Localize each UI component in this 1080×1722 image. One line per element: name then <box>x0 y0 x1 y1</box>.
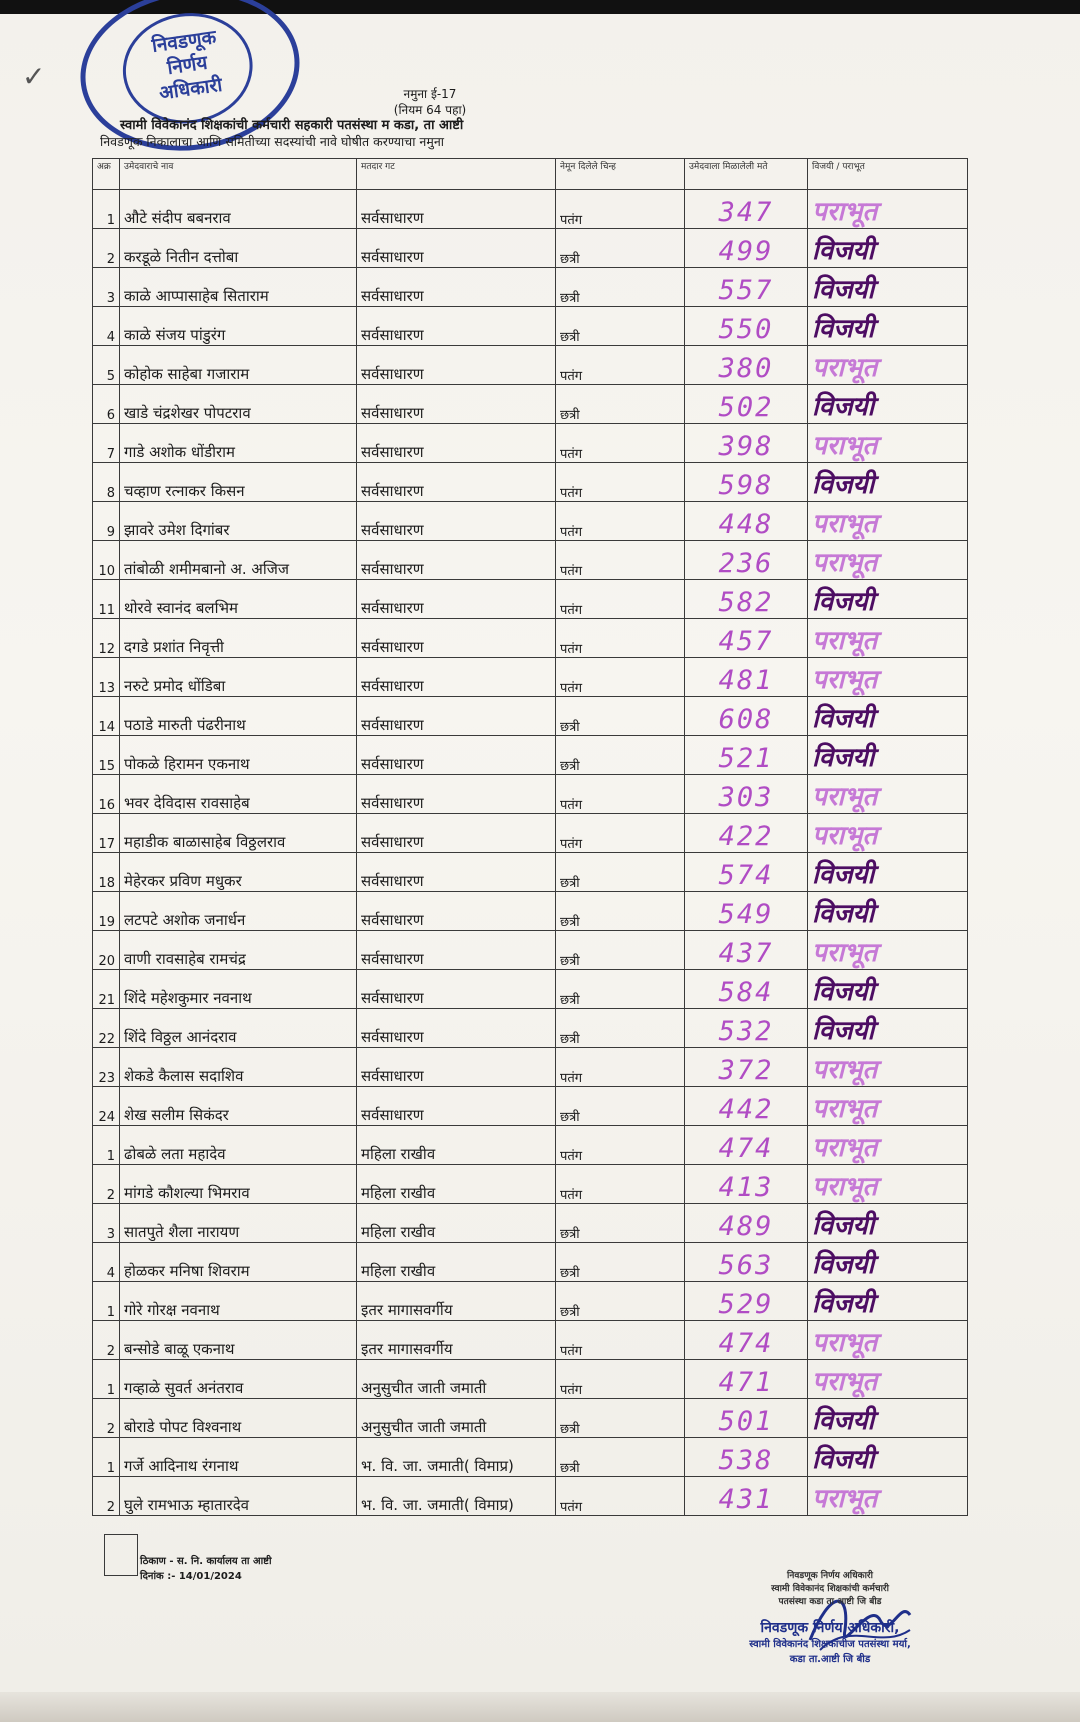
table-row <box>93 736 968 775</box>
col-result: विजयी / पराभूत <box>808 159 968 190</box>
voter-group: भ. वि. जा. जमाती( विमाप्र) <box>357 1477 556 1516</box>
row-serial: 2 <box>93 1399 120 1438</box>
vote-count: 431 <box>685 1477 808 1516</box>
voter-group: अनुसुचीत जाती जमाती <box>357 1399 556 1438</box>
vote-count: 471 <box>685 1360 808 1399</box>
table-row <box>93 502 968 541</box>
candidate-name: शिंदे महेशकुमार नवनाथ <box>120 970 357 1009</box>
voter-group: महिला राखीव <box>357 1126 556 1165</box>
col-voter-group: मतदार गट <box>357 159 556 190</box>
result-status: पराभूत <box>808 346 968 385</box>
result-status: पराभूत <box>808 502 968 541</box>
voter-group: सर्वसाधारण <box>357 502 556 541</box>
vote-count: 422 <box>685 814 808 853</box>
sign-line-2: स्वामी विवेकानंद शिक्षकांची कर्मचारी <box>771 1584 889 1594</box>
table-row <box>93 1321 968 1360</box>
vote-count: 347 <box>685 190 808 229</box>
election-symbol: छत्री <box>556 1399 685 1438</box>
vote-count: 501 <box>685 1399 808 1438</box>
row-serial: 2 <box>93 1165 120 1204</box>
candidate-name: लटपटे अशोक जनार्धन <box>120 892 357 931</box>
voter-group: सर्वसाधारण <box>357 229 556 268</box>
table-row <box>93 1165 968 1204</box>
voter-group: सर्वसाधारण <box>357 463 556 502</box>
row-serial: 22 <box>93 1009 120 1048</box>
officer-place: कडा ता.आष्टी जि बीड <box>789 1654 871 1665</box>
result-status: पराभूत <box>808 814 968 853</box>
result-status: पराभूत <box>808 1048 968 1087</box>
election-symbol: छत्री <box>556 970 685 1009</box>
row-serial: 12 <box>93 619 120 658</box>
election-symbol: छत्री <box>556 268 685 307</box>
table-row <box>93 1243 968 1282</box>
table-row <box>93 190 968 229</box>
voter-group: सर्वसाधारण <box>357 814 556 853</box>
election-symbol: छत्री <box>556 697 685 736</box>
vote-count: 442 <box>685 1087 808 1126</box>
table-row <box>93 970 968 1009</box>
row-serial: 1 <box>93 1282 120 1321</box>
vote-count: 608 <box>685 697 808 736</box>
election-symbol: छत्री <box>556 892 685 931</box>
table-row <box>93 307 968 346</box>
result-status: विजयी <box>808 1438 968 1477</box>
election-symbol: छत्री <box>556 736 685 775</box>
table-row <box>93 385 968 424</box>
election-symbol: पतंग <box>556 775 685 814</box>
table-row <box>93 853 968 892</box>
officer-org: स्वामी विवेकानंद शिक्षकांचीज पतसंस्था मर्या, <box>749 1639 911 1650</box>
row-serial: 21 <box>93 970 120 1009</box>
candidate-name: गाडे अशोक धोंडीराम <box>120 424 357 463</box>
table-row <box>93 541 968 580</box>
table-row <box>93 1399 968 1438</box>
table-row <box>93 814 968 853</box>
table-header-row <box>93 159 968 190</box>
result-status: विजयी <box>808 463 968 502</box>
candidate-name: मांगडे कौशल्या भिमराव <box>120 1165 357 1204</box>
voter-group: इतर मागासवर्गीय <box>357 1282 556 1321</box>
vote-count: 481 <box>685 658 808 697</box>
candidate-name: नरुटे प्रमोद धोंडिबा <box>120 658 357 697</box>
result-status: विजयी <box>808 697 968 736</box>
page-bottom-edge <box>0 1692 1080 1722</box>
vote-count: 521 <box>685 736 808 775</box>
result-status: विजयी <box>808 1243 968 1282</box>
candidate-name: घुले रामभाऊ म्हातारदेव <box>120 1477 357 1516</box>
vote-count: 598 <box>685 463 808 502</box>
election-symbol: पतंग <box>556 1126 685 1165</box>
row-serial: 13 <box>93 658 120 697</box>
society-name: स्वामी विवेकानंद शिक्षकांची कर्मचारी सहकारी पतसंस्था म कडा, ता आष्टी <box>120 118 464 133</box>
row-serial: 16 <box>93 775 120 814</box>
result-status: पराभूत <box>808 541 968 580</box>
candidate-name: होळकर मनिषा शिवराम <box>120 1243 357 1282</box>
election-symbol: पतंग <box>556 580 685 619</box>
candidate-name: कोहोक साहेबा गजाराम <box>120 346 357 385</box>
vote-count: 584 <box>685 970 808 1009</box>
voter-group: सर्वसाधारण <box>357 775 556 814</box>
candidate-name: औटे संदीप बबनराव <box>120 190 357 229</box>
vote-count: 538 <box>685 1438 808 1477</box>
row-serial: 18 <box>93 853 120 892</box>
footer-date: दिनांक :- 14/01/2024 <box>140 1571 242 1582</box>
result-status: पराभूत <box>808 1087 968 1126</box>
vote-count: 474 <box>685 1126 808 1165</box>
table-row <box>93 1087 968 1126</box>
voter-group: सर्वसाधारण <box>357 619 556 658</box>
voter-group: सर्वसाधारण <box>357 1087 556 1126</box>
col-candidate-name: उमेदवाराचे नाव <box>120 159 357 190</box>
voter-group: महिला राखीव <box>357 1165 556 1204</box>
election-symbol: छत्री <box>556 1243 685 1282</box>
voter-group: सर्वसाधारण <box>357 931 556 970</box>
vote-count: 380 <box>685 346 808 385</box>
election-symbol: पतंग <box>556 1048 685 1087</box>
election-symbol: पतंग <box>556 190 685 229</box>
voter-group: सर्वसाधारण <box>357 1048 556 1087</box>
result-status: पराभूत <box>808 1321 968 1360</box>
election-symbol: पतंग <box>556 1165 685 1204</box>
footer-place: ठिकाण - स. नि. कार्यालय ता आष्टी <box>140 1556 272 1567</box>
election-symbol: छत्री <box>556 1438 685 1477</box>
election-symbol: पतंग <box>556 1477 685 1516</box>
election-symbol: छत्री <box>556 1282 685 1321</box>
voter-group: महिला राखीव <box>357 1204 556 1243</box>
result-status: विजयी <box>808 1282 968 1321</box>
election-symbol: छत्री <box>556 1009 685 1048</box>
candidate-name: थोरवे स्वानंद बलभिम <box>120 580 357 619</box>
voter-group: सर्वसाधारण <box>357 1009 556 1048</box>
row-serial: 11 <box>93 580 120 619</box>
vote-count: 574 <box>685 853 808 892</box>
sign-line-3: पतसंस्था कडा ता आष्टी जि बीड <box>778 1597 882 1607</box>
candidate-name: चव्हाण रत्नाकर किसन <box>120 463 357 502</box>
vote-count: 457 <box>685 619 808 658</box>
form-subtitle: निवडणूक निकालाचा आणि समितीच्या सदस्यांची नावे घोषीत करण्याचा नमुना <box>100 134 445 149</box>
signature-block <box>700 1570 960 1667</box>
vote-count: 582 <box>685 580 808 619</box>
election-symbol: छत्री <box>556 307 685 346</box>
election-symbol: पतंग <box>556 463 685 502</box>
voter-group: सर्वसाधारण <box>357 892 556 931</box>
vote-count: 303 <box>685 775 808 814</box>
candidate-name: झावरे उमेश दिगांबर <box>120 502 357 541</box>
election-symbol: छत्री <box>556 1204 685 1243</box>
voter-group: सर्वसाधारण <box>357 658 556 697</box>
row-serial: 15 <box>93 736 120 775</box>
vote-count: 549 <box>685 892 808 931</box>
voter-group: सर्वसाधारण <box>357 190 556 229</box>
row-serial: 4 <box>93 1243 120 1282</box>
voter-group: सर्वसाधारण <box>357 385 556 424</box>
voter-group: भ. वि. जा. जमाती( विमाप्र) <box>357 1438 556 1477</box>
table-row <box>93 580 968 619</box>
candidate-name: सातपुते शैला नारायण <box>120 1204 357 1243</box>
vote-count: 413 <box>685 1165 808 1204</box>
voter-group: इतर मागासवर्गीय <box>357 1321 556 1360</box>
voter-group: सर्वसाधारण <box>357 853 556 892</box>
vote-count: 398 <box>685 424 808 463</box>
footer-info <box>140 1554 272 1584</box>
election-symbol: पतंग <box>556 619 685 658</box>
row-serial: 5 <box>93 346 120 385</box>
result-status: पराभूत <box>808 1360 968 1399</box>
election-symbol: छत्री <box>556 853 685 892</box>
vote-count: 489 <box>685 1204 808 1243</box>
result-status: विजयी <box>808 268 968 307</box>
voter-group: सर्वसाधारण <box>357 580 556 619</box>
result-status: विजयी <box>808 1399 968 1438</box>
sign-line-1: निवडणूक निर्णय अधिकारी <box>787 1571 873 1581</box>
vote-count: 502 <box>685 385 808 424</box>
candidate-name: ढोबळे लता महादेव <box>120 1126 357 1165</box>
candidate-name: शेख सलीम सिकंदर <box>120 1087 357 1126</box>
table-row <box>93 463 968 502</box>
result-status: विजयी <box>808 580 968 619</box>
vote-count: 437 <box>685 931 808 970</box>
table-row <box>93 1438 968 1477</box>
result-status: पराभूत <box>808 931 968 970</box>
voter-group: सर्वसाधारण <box>357 424 556 463</box>
election-symbol: छत्री <box>556 385 685 424</box>
result-status: विजयी <box>808 229 968 268</box>
voter-group: सर्वसाधारण <box>357 970 556 1009</box>
result-status: विजयी <box>808 853 968 892</box>
election-symbol: पतंग <box>556 814 685 853</box>
candidate-name: बोराडे पोपट विश्वनाथ <box>120 1399 357 1438</box>
row-serial: 2 <box>93 229 120 268</box>
vote-count: 372 <box>685 1048 808 1087</box>
table-row <box>93 1048 968 1087</box>
result-status: पराभूत <box>808 775 968 814</box>
result-status: पराभूत <box>808 619 968 658</box>
election-symbol: पतंग <box>556 658 685 697</box>
voter-group: सर्वसाधारण <box>357 736 556 775</box>
result-status: पराभूत <box>808 1165 968 1204</box>
result-status: पराभूत <box>808 190 968 229</box>
vote-count: 563 <box>685 1243 808 1282</box>
election-symbol: पतंग <box>556 1321 685 1360</box>
row-serial: 1 <box>93 190 120 229</box>
row-serial: 7 <box>93 424 120 463</box>
row-serial: 20 <box>93 931 120 970</box>
row-serial: 2 <box>93 1321 120 1360</box>
candidate-name: शेकडे कैलास सदाशिव <box>120 1048 357 1087</box>
col-serial: अक्र <box>93 159 120 190</box>
check-mark: ✓ <box>22 60 46 93</box>
candidate-name: खाडे चंद्रशेखर पोपटराव <box>120 385 357 424</box>
col-symbol: नेमून दिलेले चिन्ह <box>556 159 685 190</box>
table-row <box>93 658 968 697</box>
officer-role: निवडणूक निर्णय अधिकारी, <box>760 1620 900 1636</box>
election-symbol: पतंग <box>556 541 685 580</box>
candidate-name: तांबोळी शमीमबानो अ. अजिज <box>120 541 357 580</box>
election-symbol: छत्री <box>556 1087 685 1126</box>
table-row <box>93 1477 968 1516</box>
candidate-name: गव्हाळे सुवर्त अनंतराव <box>120 1360 357 1399</box>
voter-group: सर्वसाधारण <box>357 697 556 736</box>
voter-group: सर्वसाधारण <box>357 346 556 385</box>
table-row <box>93 1126 968 1165</box>
vote-count: 532 <box>685 1009 808 1048</box>
result-status: विजयी <box>808 736 968 775</box>
form-number: नमुना ई-17 <box>403 87 457 101</box>
table-row <box>93 1282 968 1321</box>
candidate-name: भवर देविदास रावसाहेब <box>120 775 357 814</box>
row-serial: 14 <box>93 697 120 736</box>
candidate-name: दगडे प्रशांत निवृत्ती <box>120 619 357 658</box>
table-row <box>93 697 968 736</box>
table-row <box>93 424 968 463</box>
candidate-name: वाणी रावसाहेब रामचंद्र <box>120 931 357 970</box>
voter-group: महिला राखीव <box>357 1243 556 1282</box>
row-serial: 3 <box>93 1204 120 1243</box>
election-symbol: छत्री <box>556 931 685 970</box>
results-table <box>92 158 968 1516</box>
voter-group: सर्वसाधारण <box>357 541 556 580</box>
table-row <box>93 931 968 970</box>
voter-group: सर्वसाधारण <box>357 268 556 307</box>
voter-group: अनुसुचीत जाती जमाती <box>357 1360 556 1399</box>
result-status: विजयी <box>808 892 968 931</box>
row-serial: 19 <box>93 892 120 931</box>
col-votes: उमेदवाला मिळालेली मते <box>685 159 808 190</box>
election-symbol: पतंग <box>556 346 685 385</box>
result-status: पराभूत <box>808 658 968 697</box>
candidate-name: पोकळे हिरामन एकनाथ <box>120 736 357 775</box>
official-stamp: निवडणूक निर्णय अधिकारी <box>70 0 310 165</box>
vote-count: 474 <box>685 1321 808 1360</box>
result-status: विजयी <box>808 307 968 346</box>
table-row <box>93 775 968 814</box>
vote-count: 448 <box>685 502 808 541</box>
candidate-name: पठाडे मारुती पंढरीनाथ <box>120 697 357 736</box>
row-serial: 9 <box>93 502 120 541</box>
vote-count: 550 <box>685 307 808 346</box>
candidate-name: बन्सोडे बाळू एकनाथ <box>120 1321 357 1360</box>
vote-count: 236 <box>685 541 808 580</box>
table-row <box>93 229 968 268</box>
vote-count: 557 <box>685 268 808 307</box>
voter-group: सर्वसाधारण <box>357 307 556 346</box>
candidate-name: गर्जे आदिनाथ रंगनाथ <box>120 1438 357 1477</box>
result-status: विजयी <box>808 1204 968 1243</box>
candidate-name: करडूळे नितीन दत्तोबा <box>120 229 357 268</box>
result-status: पराभूत <box>808 1126 968 1165</box>
row-serial: 24 <box>93 1087 120 1126</box>
form-header <box>100 86 760 150</box>
row-serial: 1 <box>93 1126 120 1165</box>
election-symbol: पतंग <box>556 424 685 463</box>
table-row <box>93 1009 968 1048</box>
rule-reference: (नियम 64 पहा) <box>393 103 467 117</box>
row-serial: 6 <box>93 385 120 424</box>
table-row <box>93 268 968 307</box>
row-serial: 17 <box>93 814 120 853</box>
row-serial: 8 <box>93 463 120 502</box>
result-status: पराभूत <box>808 1477 968 1516</box>
row-serial: 10 <box>93 541 120 580</box>
result-status: विजयी <box>808 1009 968 1048</box>
row-serial: 3 <box>93 268 120 307</box>
result-status: विजयी <box>808 385 968 424</box>
row-serial: 1 <box>93 1438 120 1477</box>
row-serial: 4 <box>93 307 120 346</box>
election-symbol: पतंग <box>556 502 685 541</box>
vote-count: 529 <box>685 1282 808 1321</box>
election-symbol: छत्री <box>556 229 685 268</box>
vote-count: 499 <box>685 229 808 268</box>
table-body <box>93 190 968 1516</box>
row-serial: 2 <box>93 1477 120 1516</box>
result-status: पराभूत <box>808 424 968 463</box>
table-row <box>93 1360 968 1399</box>
footer-box <box>104 1534 138 1576</box>
candidate-name: महाडीक बाळासाहेब विठ्ठलराव <box>120 814 357 853</box>
table-row <box>93 346 968 385</box>
candidate-name: काळे संजय पांडुरंग <box>120 307 357 346</box>
row-serial: 1 <box>93 1360 120 1399</box>
result-status: विजयी <box>808 970 968 1009</box>
table-row <box>93 619 968 658</box>
table-row <box>93 892 968 931</box>
candidate-name: मेहेरकर प्रविण मधुकर <box>120 853 357 892</box>
row-serial: 23 <box>93 1048 120 1087</box>
election-symbol: पतंग <box>556 1360 685 1399</box>
candidate-name: शिंदे विठ्ठल आनंदराव <box>120 1009 357 1048</box>
table-row <box>93 1204 968 1243</box>
candidate-name: काळे आप्पासाहेब सिताराम <box>120 268 357 307</box>
candidate-name: गोरे गोरक्ष नवनाथ <box>120 1282 357 1321</box>
